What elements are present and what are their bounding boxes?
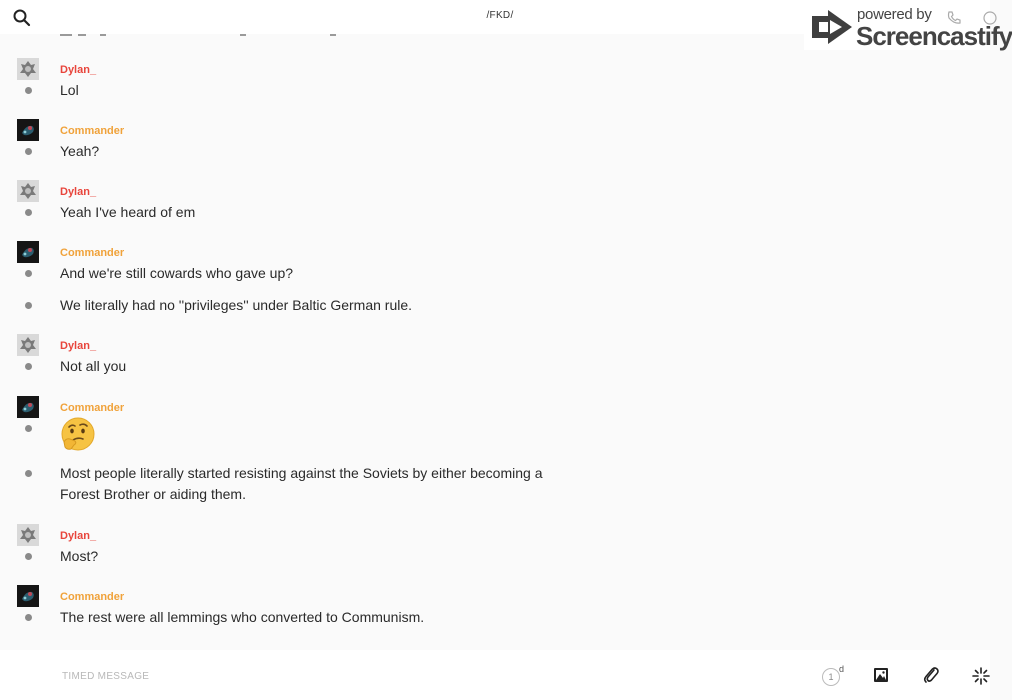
message-bullet — [25, 470, 32, 477]
message-text: We literally had no ''privileges'' under Baltic German rule. — [60, 297, 413, 313]
message-author[interactable]: Dylan_ — [60, 530, 97, 542]
message-author[interactable]: Dylan_ — [60, 64, 97, 76]
message-input[interactable] — [60, 664, 764, 688]
watermark-powered-text: powered by — [857, 6, 932, 23]
message-bullet — [25, 87, 32, 94]
timer-button[interactable] — [822, 664, 848, 688]
message-author[interactable]: Dylan_ — [60, 186, 97, 198]
message-author[interactable]: Dylan_ — [60, 340, 97, 352]
phone-icon[interactable] — [946, 10, 962, 26]
thinking-face-emoji — [60, 416, 96, 452]
avatar[interactable] — [17, 396, 39, 418]
message-bullet — [25, 553, 32, 560]
image-icon[interactable] — [873, 667, 889, 683]
screencastify-watermark — [804, 4, 1012, 51]
message-bullet — [25, 270, 32, 277]
message-text: Yeah I've heard of em — [60, 204, 196, 220]
message-bullet — [25, 302, 32, 309]
message-text: Not all you — [60, 358, 127, 374]
message-text: And we're still cowards who gave up? — [60, 265, 294, 281]
message-bullet — [25, 425, 32, 432]
avatar[interactable] — [17, 524, 39, 546]
channel-title: /FKD/ — [486, 10, 514, 21]
message-text: Yeah? — [60, 143, 100, 159]
message-text: The rest were all lemmings who converted to Communism. — [60, 609, 425, 625]
watermark-brand: Screencastify — [856, 21, 1012, 51]
paperclip-icon[interactable] — [923, 666, 939, 684]
info-icon[interactable] — [980, 10, 994, 26]
message-bullet — [25, 209, 32, 216]
avatar[interactable] — [17, 334, 39, 356]
avatar[interactable] — [17, 58, 39, 80]
avatar[interactable] — [17, 241, 39, 263]
message-bullet — [25, 614, 32, 621]
message-author[interactable]: Commander — [60, 402, 125, 414]
composer-bar — [0, 650, 990, 700]
message-author[interactable]: Commander — [60, 591, 125, 603]
timer-value: 1 — [822, 668, 840, 686]
message-author[interactable]: Commander — [60, 125, 125, 137]
sparkle-icon[interactable] — [972, 667, 990, 685]
message-bullet — [25, 148, 32, 155]
message-author[interactable]: Commander — [60, 247, 125, 259]
avatar[interactable] — [17, 585, 39, 607]
avatar[interactable] — [17, 119, 39, 141]
message-text: Most people literally started resisting against the Soviets by either becoming a Forest Brother or aiding them. — [60, 465, 543, 502]
timer-unit: d — [839, 664, 845, 674]
screencastify-logo — [808, 8, 854, 46]
message-list[interactable] — [0, 34, 990, 650]
message-text: Most? — [60, 548, 99, 564]
avatar[interactable] — [17, 180, 39, 202]
message-bullet — [25, 363, 32, 370]
message-text: Lol — [60, 82, 79, 98]
